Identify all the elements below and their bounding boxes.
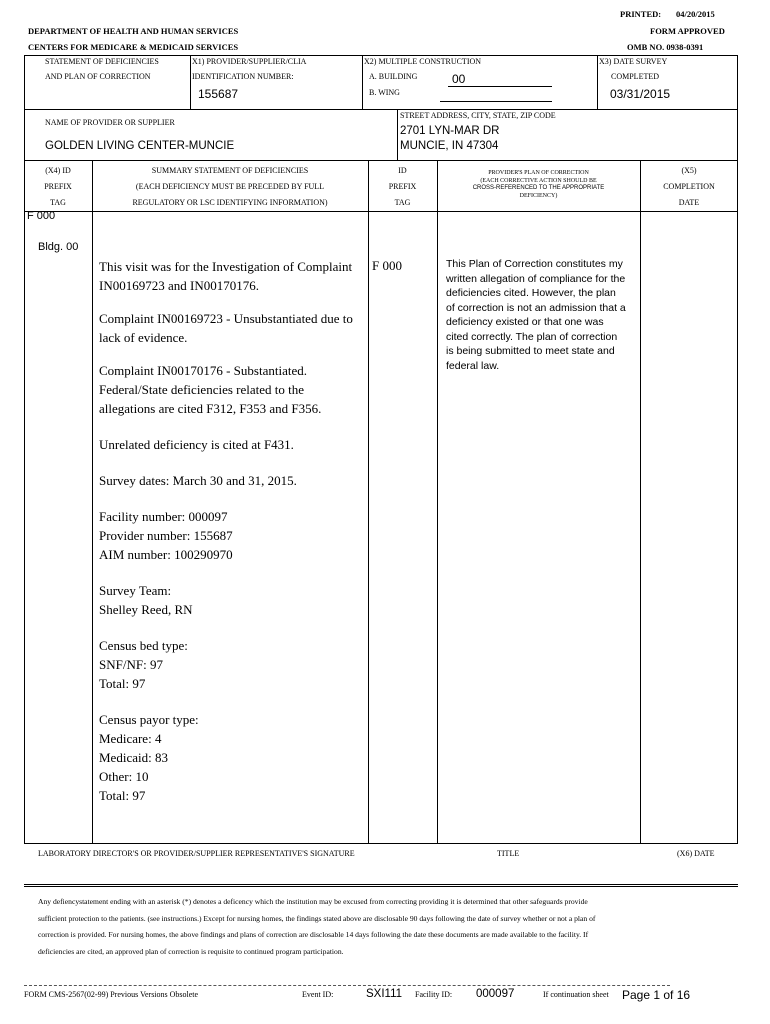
paragraph: Facility number: 000097 Provider number: 155687 AIM number: 100290970 [99,509,233,562]
paragraph: Census payor type: Medicare: 4 Medicaid: 83 Other: 10 Total: 97 [99,712,199,803]
prefix-tag-left: F 000 [27,210,56,222]
wing-label: B. WING [369,88,400,97]
paragraph: This visit was for the Investigation of Complaint IN00169723 and IN00170176. [99,259,353,293]
signature-label: LABORATORY DIRECTOR'S OR PROVIDER/SUPPLIER REPRESENTATIVE'S SIGNATURE [38,849,355,858]
prefix-tag-right: F 000 [372,258,402,273]
address-label: STREET ADDRESS, CITY, STATE, ZIP CODE [400,111,556,120]
paragraph: Complaint IN00170176 - Substantiated. Federal/State deficiencies related to the allegations are cited F312, F353 and F356. [99,363,322,416]
statement-label: STATEMENT OF DEFICIENCIES [45,57,159,66]
form-number: FORM CMS-2567(02-99) Previous Versions Obsolete [24,990,199,999]
facility-id-label: Facility ID: [415,990,453,999]
building-tag: Bldg. 00 [38,241,79,253]
printed-date: 04/20/2015 [676,9,715,19]
omb-number: OMB NO. 0938-0391 [627,42,704,52]
summary-statement [99,257,361,805]
building-label: A. BUILDING [369,72,418,81]
x1-label-2: IDENTIFICATION NUMBER: [192,72,294,81]
page-number: Page 1 of 16 [622,988,691,1002]
paragraph: Complaint IN00169723 - Unsubstantiated due to lack of evidence. [99,311,353,345]
x3-label-2: COMPLETED [611,72,659,81]
paragraph: Census bed type: SNF/NF: 97 Total: 97 [99,638,188,691]
paragraph: Survey Team: Shelley Reed, RN [99,583,193,617]
building-value: 00 [452,72,466,86]
provider-name: GOLDEN LIVING CENTER-MUNCIE [45,140,235,152]
provider-id: 155687 [198,87,239,101]
paragraph: Unrelated deficiency is cited at F431. [99,437,294,452]
department-name: DEPARTMENT OF HEALTH AND HUMAN SERVICES [28,26,239,36]
x4-header: (X4) ID PREFIX TAG [44,166,72,207]
provider-box [24,109,738,161]
form-approved: FORM APPROVED [650,26,725,36]
x1-label: X1) PROVIDER/SUPPLIER/CLIA [192,57,307,66]
paragraph: Survey dates: March 30 and 31, 2015. [99,473,297,488]
address-line-1: 2701 LYN-MAR DR [400,125,500,137]
centers-name: CENTERS FOR MEDICARE & MEDICAID SERVICES [28,42,239,52]
poc-header: PROVIDER'S PLAN OF CORRECTION (EACH CORRECTIVE ACTION SHOULD BE CROSS-REFERENCED TO THE APPROPRIATE DEFICIENCY) [472,170,605,199]
x3-label: X3) DATE SURVEY [599,57,668,66]
id-header: ID PREFIX TAG [388,166,417,207]
x2-label: X2) MULTIPLE CONSTRUCTION [364,57,482,66]
facility-id: 000097 [476,988,515,1000]
summary-header: SUMMARY STATEMENT OF DEFICIENCIES (EACH DEFICIENCY MUST BE PRECEDED BY FULL REGULATORY OR LSC IDENTIFYING INFORMATION) [132,166,328,207]
event-id: SXI111 [366,988,403,1000]
statement-label-2: AND PLAN OF CORRECTION [45,72,151,81]
survey-date: 03/31/2015 [610,87,671,101]
continuation-label: If continuation sheet [543,990,609,999]
event-id-label: Event ID: [302,990,334,999]
printed-label: PRINTED: [620,9,662,19]
address-line-2: MUNCIE, IN 47304 [400,140,499,152]
plan-of-correction-text: This Plan of Correction constitutes my written allegation of compliance for the deficiencies cited. However, the plan of correction is not an admission that a deficiency existed or that one was cited correctly. The plan of correction is being submitted to meet state and federal law. [446,258,626,372]
title-label: TITLE [497,849,520,858]
provider-name-label: NAME OF PROVIDER OR SUPPLIER [45,118,175,127]
x5-header: (X5) COMPLETION DATE [663,166,715,207]
disclaimer: Any defiencystatement ending with an asterisk (*) denotes a deficency which the institution may be excused from correcting providing it is determined that other safeguards provide sufficient protection to the patients. (see instructions.) Except for nursing homes, the findings stated above are disclosable 90 days following the date of survey whether or not a plan of correction is provided. For nursing homes, the above findings and plans of correction are disclosable 14 days following the date these documents are made available to the facility. If deficiencies are cited, an approved plan of correction is requisite to continued program participation. [38,897,596,956]
date-label: (X6) DATE [677,849,715,858]
